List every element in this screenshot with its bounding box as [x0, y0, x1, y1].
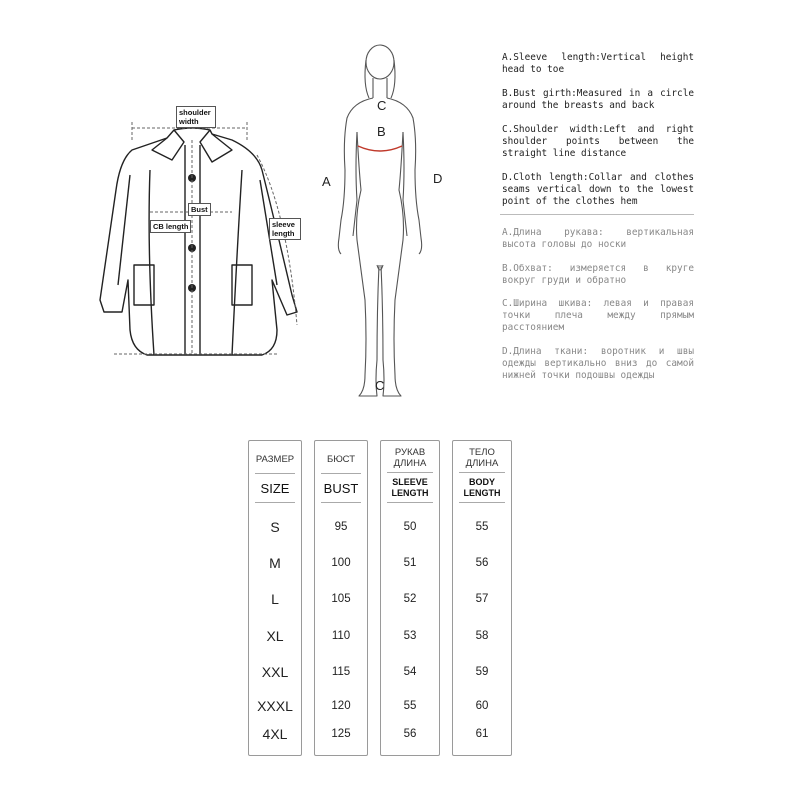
header-divider	[255, 502, 295, 503]
note-ru-c: C.Ширина шкива: левая и правая точки плеча между прямым расстоянием	[502, 298, 694, 333]
note-en-a: A.Sleeve length:Vertical height head to toe	[502, 52, 694, 75]
note-en-d: D.Cloth length:Collar and clothes seams vertical down to the lowest point of the clothes hem	[502, 172, 694, 207]
note-ru-d: D.Длина ткани: воротник и швы одежды вертикально вниз до самой нижней точки подошвы одежды	[502, 346, 694, 381]
bust-cell: 105	[331, 593, 351, 605]
sleeve-cell: 56	[403, 728, 417, 740]
header-divider	[321, 473, 361, 474]
letter-a: A	[322, 174, 331, 189]
body-figure-diagram	[315, 40, 445, 405]
body-cell: 55	[475, 521, 489, 533]
size-cell: XXL	[261, 664, 289, 680]
size-cell: 4XL	[262, 726, 288, 742]
note-ru-a: A.Длина рукава: вертикальная высота головы до носки	[502, 227, 694, 250]
body-length-column	[452, 440, 512, 756]
bust-cell: 95	[334, 521, 348, 533]
sleeve-header-en: SLEEVE LENGTH	[391, 477, 429, 498]
size-cell: S	[270, 519, 280, 535]
size-cell: M	[269, 555, 281, 571]
sleeve-cell: 51	[403, 557, 417, 569]
body-cell: 57	[475, 593, 489, 605]
letter-d: D	[433, 171, 443, 186]
sleeve-length-column	[380, 440, 440, 756]
shoulder-width-label: shoulder width	[176, 106, 216, 128]
bust-cell: 110	[331, 630, 351, 642]
sleeve-cell: 55	[403, 700, 417, 712]
body-cell: 61	[475, 728, 489, 740]
letter-c-top: C	[377, 98, 387, 113]
sleeve-header-ru: РУКАВ ДЛИНА	[393, 447, 427, 469]
note-en-c: C.Shoulder width:Left and right shoulder points between the straight line distance	[502, 124, 694, 159]
bust-header-ru: БЮСТ	[326, 454, 356, 465]
bust-header-en: BUST	[323, 481, 359, 496]
body-cell: 59	[475, 666, 489, 678]
body-header-ru: ТЕЛО ДЛИНА	[465, 447, 499, 469]
body-cell: 58	[475, 630, 489, 642]
letter-c-bottom: C	[375, 378, 385, 393]
body-cell: 60	[475, 700, 489, 712]
size-column	[248, 440, 302, 756]
size-cell: L	[271, 591, 279, 607]
bust-cell: 100	[331, 557, 351, 569]
size-cell: XL	[266, 628, 284, 644]
bust-cell: 125	[331, 728, 351, 740]
size-header-ru: РАЗМЕР	[255, 454, 295, 465]
header-divider	[387, 502, 433, 503]
note-en-b: B.Bust girth:Measured in a circle around the breasts and back	[502, 88, 694, 111]
cb-length-label: CB length	[150, 220, 191, 233]
size-cell: XXXL	[257, 698, 293, 714]
letter-b: B	[377, 124, 386, 139]
header-divider	[459, 502, 505, 503]
body-silhouette	[315, 40, 445, 405]
jacket-diagram	[92, 100, 307, 365]
sleeve-length-label: sleeve length	[269, 218, 301, 240]
header-divider	[459, 472, 505, 473]
header-divider	[255, 473, 295, 474]
bust-label: Bust	[188, 203, 211, 216]
body-header-en: BODY LENGTH	[463, 477, 501, 498]
note-ru-b: B.Обхват: измеряется в круге вокруг груди и обратно	[502, 263, 694, 286]
sleeve-cell: 50	[403, 521, 417, 533]
bust-cell: 115	[331, 666, 351, 678]
sleeve-cell: 52	[403, 593, 417, 605]
notes-divider	[500, 214, 694, 215]
sleeve-cell: 53	[403, 630, 417, 642]
size-header-en: SIZE	[260, 481, 290, 496]
bust-column	[314, 440, 368, 756]
sleeve-cell: 54	[403, 666, 417, 678]
header-divider	[321, 502, 361, 503]
header-divider	[387, 472, 433, 473]
bust-cell: 120	[331, 700, 351, 712]
body-cell: 56	[475, 557, 489, 569]
